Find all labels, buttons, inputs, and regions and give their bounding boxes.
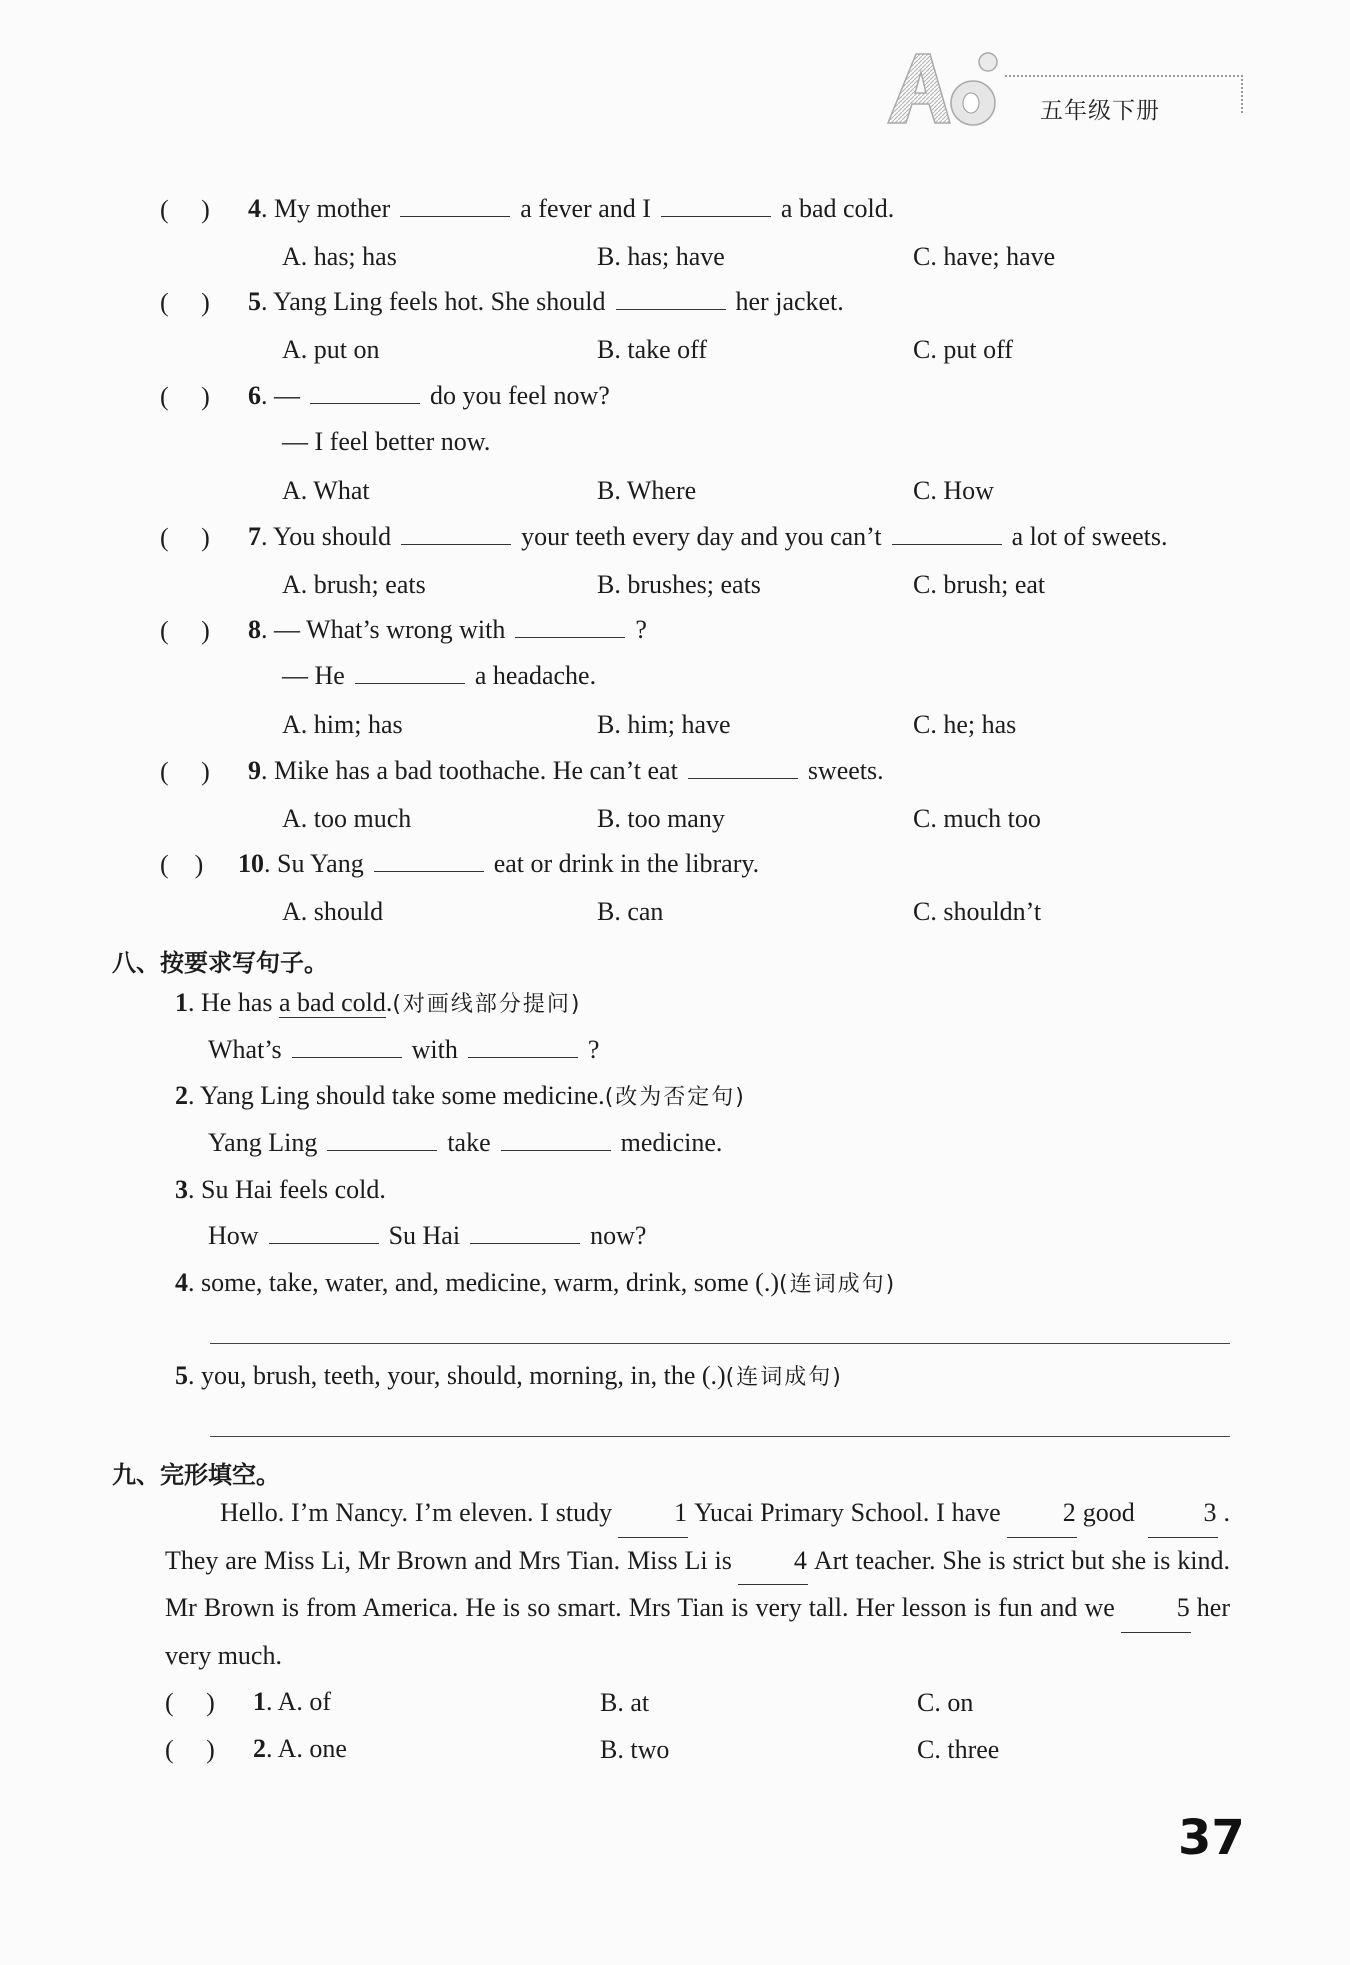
rewrite-answer-3: How Su Hai now?	[208, 1221, 647, 1250]
blank[interactable]	[468, 1037, 578, 1058]
question-8-reply: — He a headache.	[282, 661, 597, 690]
option-b: B. him; have	[597, 710, 731, 739]
answer-paren[interactable]: ( )	[160, 616, 210, 645]
option-a: A. brush; eats	[282, 570, 426, 599]
option-a: A. has; has	[282, 242, 397, 271]
blank[interactable]	[515, 617, 625, 638]
option-c: C. How	[913, 476, 994, 505]
option-a: A. What	[282, 476, 370, 505]
blank[interactable]	[400, 196, 510, 217]
answer-paren[interactable]: ( )	[160, 382, 210, 411]
option-c: C. have; have	[913, 242, 1056, 271]
option-c: C. brush; eat	[913, 570, 1046, 599]
option-c: C. shouldn’t	[913, 897, 1042, 926]
question-4: 4. My mother a fever and I a bad cold.	[248, 194, 895, 223]
option-b: B. can	[597, 897, 664, 926]
cloze-blank[interactable]: 1	[618, 1490, 688, 1538]
answer-paren[interactable]: ( )	[160, 288, 210, 317]
option-a: A. put on	[282, 335, 380, 364]
blank[interactable]	[661, 196, 771, 217]
question-10: 10. Su Yang eat or drink in the library.	[238, 849, 760, 878]
option-b: B. has; have	[597, 242, 725, 271]
rewrite-question-3: 3. Su Hai feels cold.	[175, 1175, 386, 1204]
blank[interactable]	[269, 1223, 379, 1244]
option-b: B. too many	[597, 804, 725, 833]
option-b: B. Where	[597, 476, 697, 505]
option-b: B. take off	[597, 335, 707, 364]
question-9: 9. Mike has a bad toothache. He can’t eat sweets.	[248, 756, 884, 785]
blank[interactable]	[616, 289, 726, 310]
cloze-blank[interactable]: 3	[1148, 1490, 1218, 1538]
option-b: B. two	[600, 1735, 670, 1764]
cloze-blank[interactable]: 5	[1121, 1585, 1191, 1633]
blank[interactable]	[310, 383, 420, 404]
rewrite-question-4: 4. some, take, water, and, medicine, warm, drink, some (.)(连词成句)	[175, 1268, 897, 1297]
option-a: A. him; has	[282, 710, 403, 739]
option-a: A. should	[282, 897, 384, 926]
answer-paren[interactable]: ( )	[160, 195, 210, 224]
blank[interactable]	[327, 1130, 437, 1151]
page-number: 37	[1178, 1810, 1245, 1866]
answer-paren[interactable]: ( )	[160, 850, 204, 879]
rewrite-question-5: 5. you, brush, teeth, your, should, morning, in, the (.)(连词成句)	[175, 1361, 843, 1390]
blank[interactable]	[501, 1130, 611, 1151]
blank[interactable]	[688, 758, 798, 779]
grade-label: 五年级下册	[1040, 98, 1160, 124]
option-a: A. too much	[282, 804, 412, 833]
section-9-title: 九、完形填空。	[112, 1461, 280, 1489]
option-c: C. he; has	[913, 710, 1017, 739]
option-c: C. put off	[913, 335, 1013, 364]
option-b: B. brushes; eats	[597, 570, 761, 599]
cloze-question-2: 2. A. one	[253, 1734, 347, 1763]
answer-paren[interactable]: ( )	[160, 523, 210, 552]
blank[interactable]	[374, 851, 484, 872]
rewrite-answer-2: Yang Ling take medicine.	[208, 1128, 723, 1157]
cloze-blank[interactable]: 2	[1007, 1490, 1077, 1538]
rewrite-question-1: 1. He has a bad cold.(对画线部分提问)	[175, 988, 582, 1017]
question-5: 5. Yang Ling feels hot. She should her jacket.	[248, 287, 844, 316]
option-c: C. three	[917, 1735, 1000, 1764]
cloze-blank[interactable]: 4	[738, 1538, 808, 1586]
answer-line[interactable]	[210, 1343, 1230, 1344]
blank[interactable]	[292, 1037, 402, 1058]
answer-line[interactable]	[210, 1436, 1230, 1437]
question-7: 7. You should your teeth every day and you can’t a lot of sweets.	[248, 522, 1168, 551]
rewrite-answer-1: What’s with ?	[208, 1035, 600, 1064]
ab-logo-icon	[878, 48, 1013, 128]
blank[interactable]	[892, 524, 1002, 545]
rewrite-question-2: 2. Yang Ling should take some medicine.(改为否定句)	[175, 1081, 746, 1110]
question-6-reply: — I feel better now.	[282, 427, 491, 456]
blank[interactable]	[470, 1223, 580, 1244]
answer-paren[interactable]: ( )	[160, 757, 210, 786]
cloze-passage: Hello. I’m Nancy. I’m eleven. I study 1 Yucai Primary School. I have 2 good 3 . They are Miss Li, Mr Brown and Mrs Tian. Miss Li is 4 Art teacher. She is strict but she is kind. Mr Brown is from America. He is so smart. Mrs Tian is very tall. Her lesson is fun and we 5 her very much.	[165, 1490, 1230, 1679]
blank[interactable]	[401, 524, 511, 545]
option-b: B. at	[600, 1688, 650, 1717]
question-6: 6. — do you feel now?	[248, 381, 610, 410]
question-8: 8. — What’s wrong with ?	[248, 615, 647, 644]
answer-paren[interactable]: ( )	[165, 1688, 215, 1717]
answer-paren[interactable]: ( )	[165, 1735, 215, 1764]
cloze-question-1: 1. A. of	[253, 1687, 332, 1716]
blank[interactable]	[355, 663, 465, 684]
section-8-title: 八、按要求写句子。	[112, 949, 328, 977]
option-c: C. much too	[913, 804, 1041, 833]
option-c: C. on	[917, 1688, 974, 1717]
